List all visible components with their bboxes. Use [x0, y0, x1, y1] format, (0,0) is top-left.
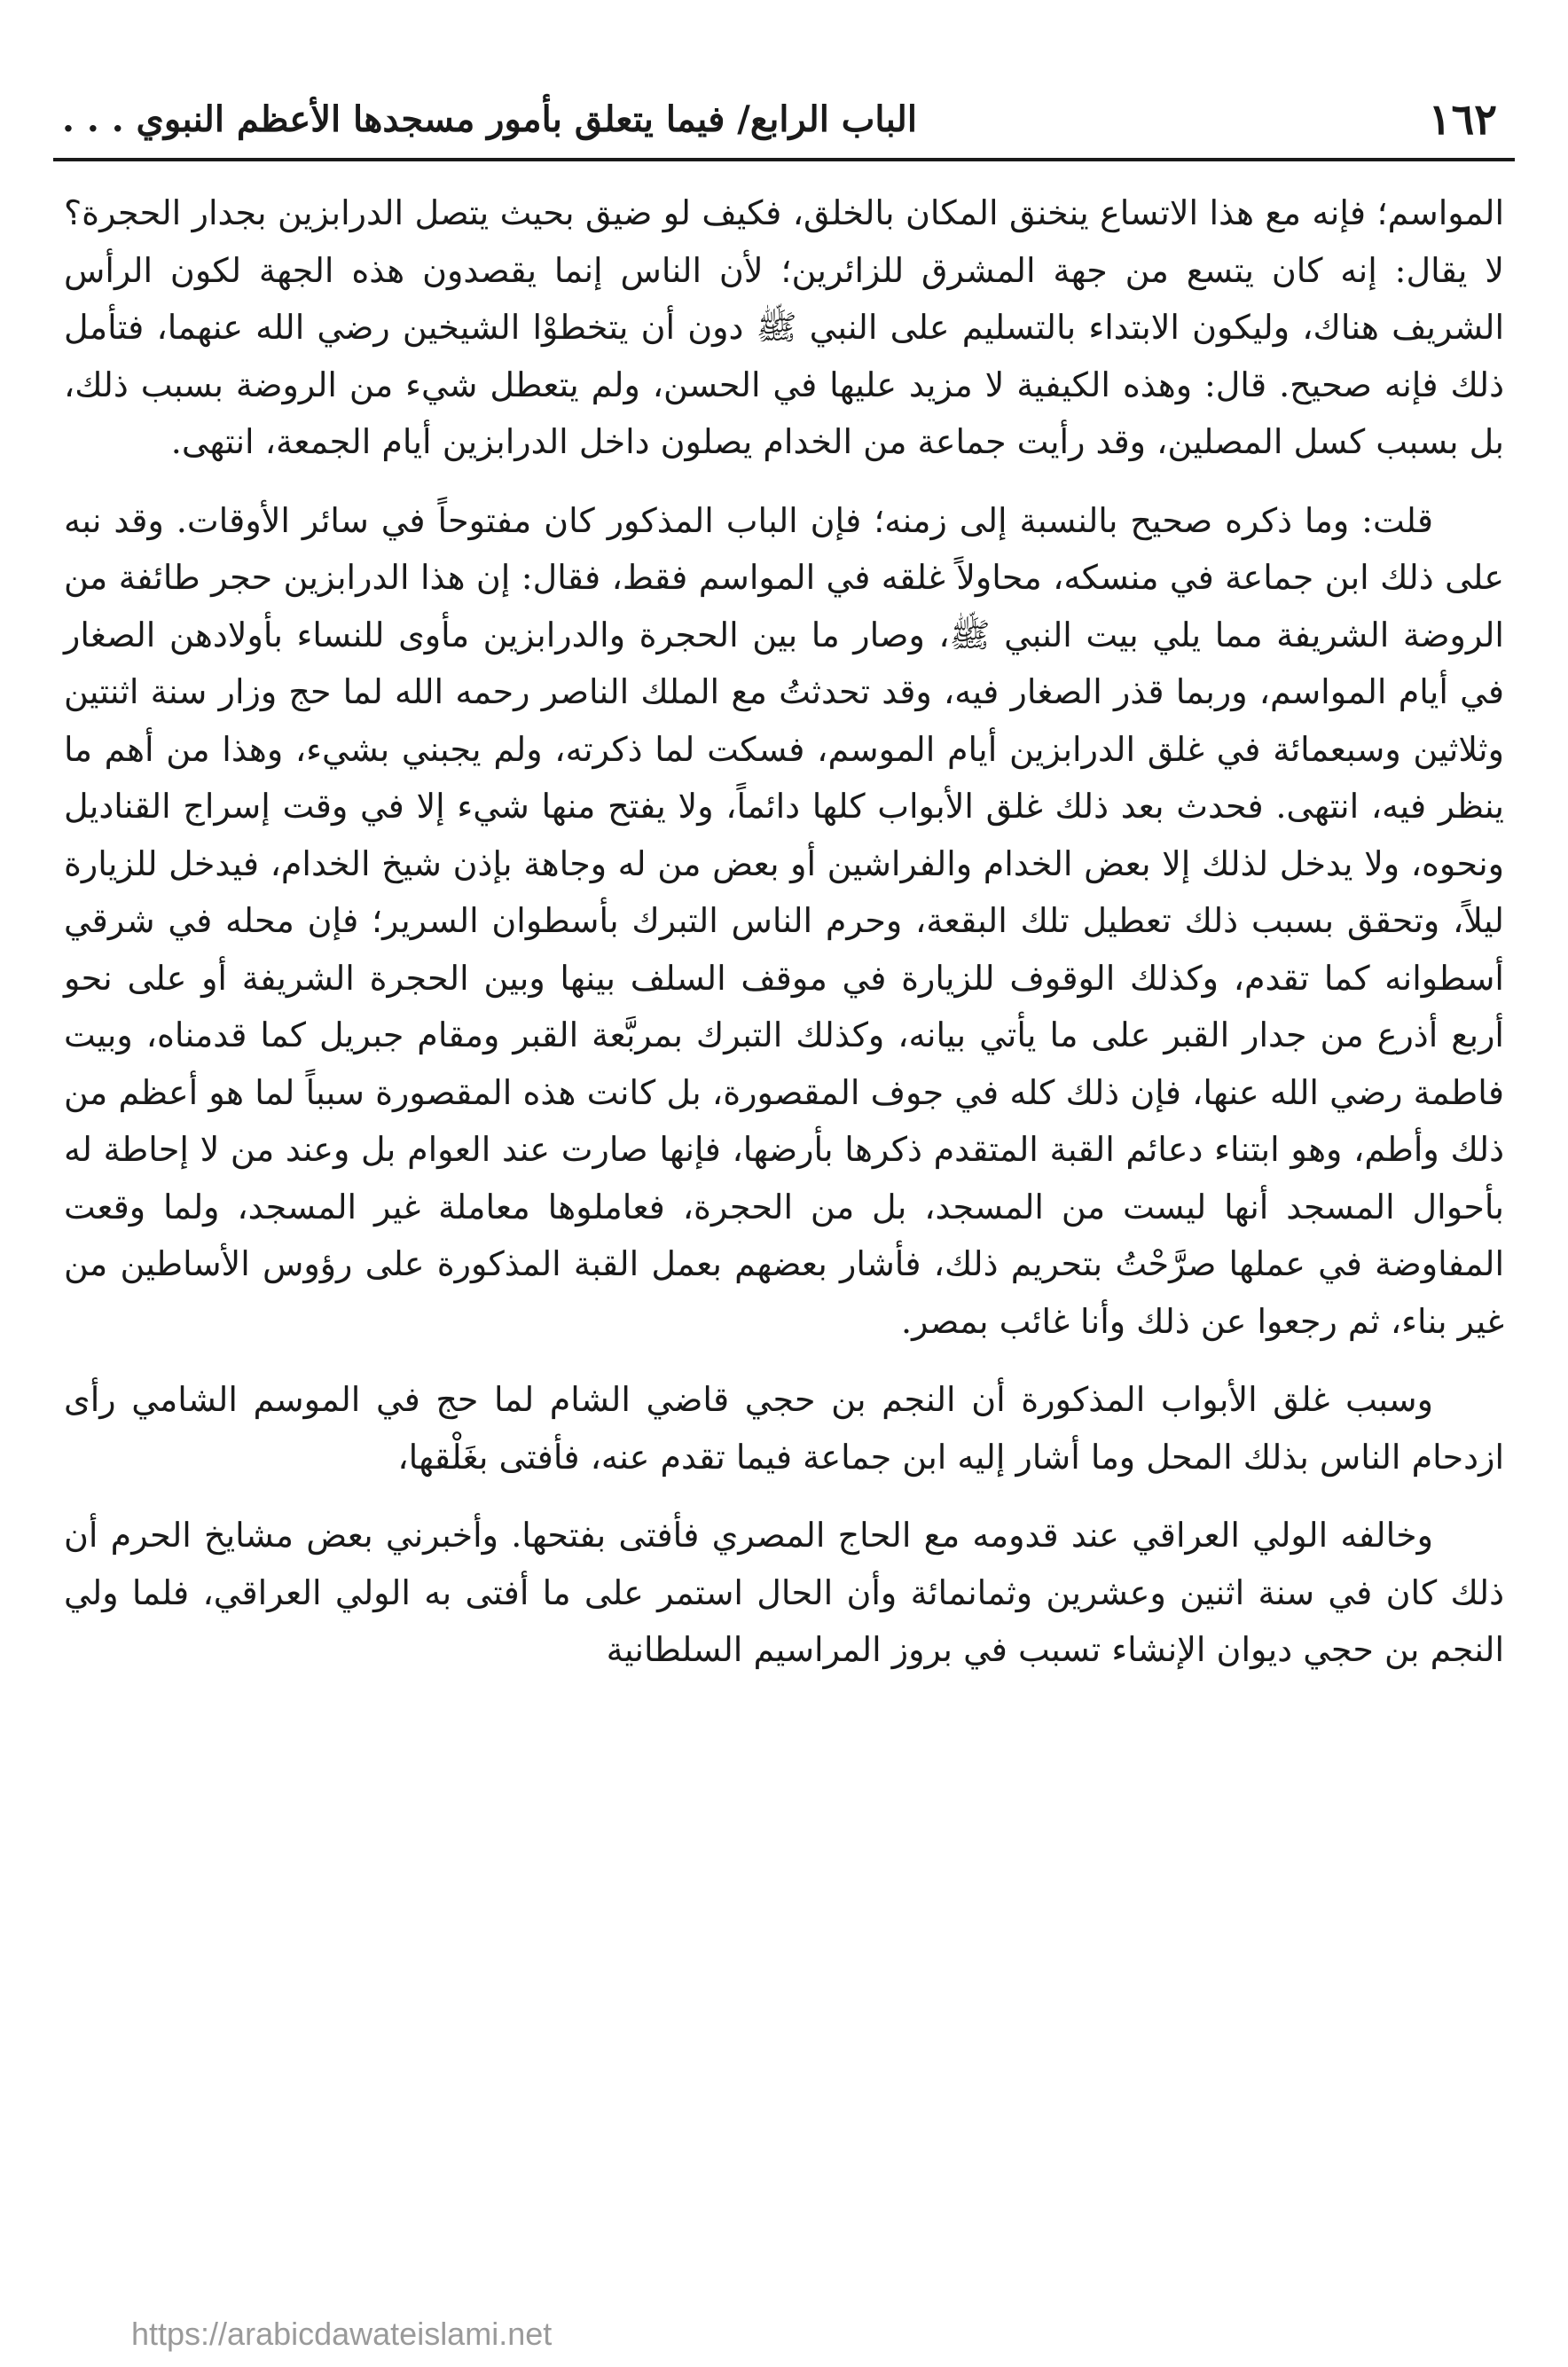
page-number: ١٦٢ — [1428, 95, 1497, 145]
header-divider — [53, 158, 1515, 161]
watermark-url: https://arabicdawateislami.net — [131, 2316, 553, 2352]
running-title: الباب الرابع/ فيما يتعلق بأمور مسجدها الأعظم النبوي . . . — [62, 98, 917, 140]
paragraph-4: وخالفه الولي العراقي عند قدومه مع الحاج المصري فأفتى بفتحها. وأخبرني بعض مشايخ الحرم أن ذلك كان في سنة اثنين وعشرين وثمانمائة وأن الحال استمر على ما أفتى به الولي العراقي، فلما ولي النجم بن حجي ديوان الإنشاء تسبب في بروز المراسيم السلطانية — [64, 1516, 1504, 1669]
paragraph-2: قلت: وما ذكره صحيح بالنسبة إلى زمنه؛ فإن الباب المذكور كان مفتوحاً في سائر الأوقات. وقد نبه على ذلك ابن جماعة في منسكه، محاولاً غلقه في المواسم فقط، فقال: إن هذا الدرابزين حجر طائفة من الروضة الشريفة مما يلي بيت النبي ﷺ، وصار ما بين الحجرة والدرابزين مأوى للنساء بأولادهن الصغار في أيام المواسم، وربما قذر الصغار فيه، وقد تحدثتُ مع الملك الناصر رحمه الله لما حج وزار سنة اثنتين وثلاثين وسبعمائة في غلق الدرابزين أيام الموسم، فسكت لما ذكرته، ولم يجبني بشيء، وهذا من أهم ما ينظر فيه، انتهى. فحدث بعد ذلك غلق الأبواب كلها دائماً، ولا يفتح منها شيء إلا في وقت إسراج القناديل ونحوه، ولا يدخل لذلك إلا بعض الخدام والفراشين أو بعض من له وجاهة بإذن شيخ الخدام، فيدخل للزيارة ليلاً، وتحقق بسبب ذلك تعطيل تلك البقعة، وحرم الناس التبرك بأسطوان السرير؛ فإن محله في شرقي أسطوانه كما تقدم، وكذلك الوقوف للزيارة في موقف السلف بينها وبين الحجرة الشريفة أو على نحو أربع أذرع من جدار القبر على ما يأتي بيانه، وكذلك التبرك بمربَّعة القبر ومقام جبريل كما قدمناه، وبيت فاطمة رضي الله عنها، فإن ذلك كله في جوف المقصورة، بل كانت هذه المقصورة سبباً لما هو أعظم من ذلك وأطم، وهو ابتناء دعائم القبة المتقدم ذكرها بأرضها، فإنها صارت عند العوام بل وعند من لا إحاطة له بأحوال المسجد أنها ليست من المسجد، بل من الحجرة، فعاملوها معاملة غير المسجد، ولما وقعت المفاوضة في عملها صرَّحْتُ بتحريم ذلك، فأشار بعضهم بعمل القبة المذكورة على رؤوس الأساطين من غير بناء، ثم رجعوا عن ذلك وأنا غائب بمصر. — [64, 500, 1505, 1341]
page-header — [53, 89, 1515, 151]
paragraph-1: المواسم؛ فإنه مع هذا الاتساع ينخنق المكان بالخلق، فكيف لو ضيق بحيث يتصل الدرابزين بجدار الحجرة؟ لا يقال: إنه كان يتسع من جهة المشرق للزائرين؛ لأن الناس إنما يقصدون هذه الجهة لكون الرأس الشريف هناك، وليكون الابتداء بالتسليم على النبي ﷺ دون أن يتخطوْا الشيخين رضي الله عنهما، فتأمل ذلك فإنه صحيح. قال: وهذه الكيفية لا مزيد عليها في الحسن، ولم يتعطل شيء من الروضة بسبب ذلك، بل بسبب كسل المصلين، وقد رأيت جماعة من الخدام يصلون داخل الدرابزين أيام الجمعة، انتهى. — [64, 193, 1504, 461]
body-text — [64, 184, 1504, 1700]
paragraph-3: وسبب غلق الأبواب المذكورة أن النجم بن حجي قاضي الشام لما حج في الموسم الشامي رأى ازدحام الناس بذلك المحل وما أشار إليه ابن جماعة فيما تقدم عنه، فأفتى بغَلْقها، — [64, 1380, 1504, 1477]
